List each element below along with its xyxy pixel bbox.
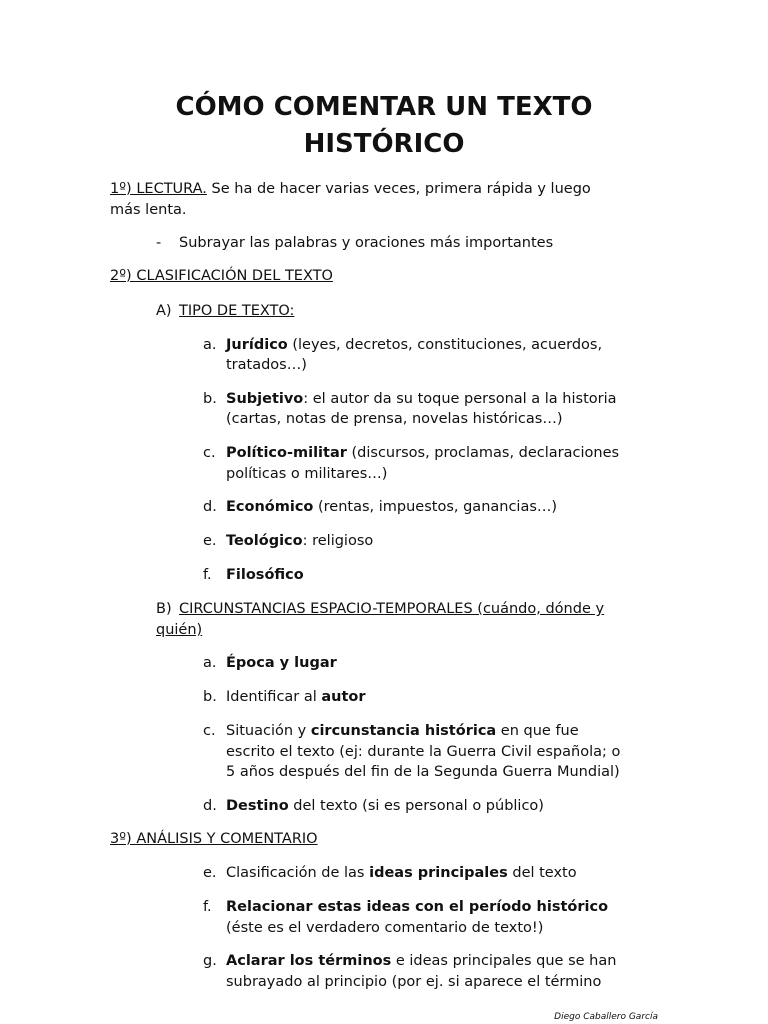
term-bold: autor [321,689,366,705]
document-title-line-2: HISTÓRICO [303,129,465,159]
term-bold: Época y lugar [226,655,337,671]
sub-b-label-continued: quién) [156,622,203,638]
section-3-heading: 3º) ANÁLISIS Y COMENTARIO [110,831,318,847]
list-item-teologico [226,531,373,551]
list-item-marker: c. [203,445,216,461]
term-bold: Relacionar estas ideas con el período histórico [226,899,609,915]
section-1-text: Se ha de hacer varias veces, primera rápida y luego [206,181,591,197]
item-text: Situación y [226,723,311,739]
list-item-filosofico [226,565,304,585]
list-item-continued: escrito el texto (ej: durante la Guerra Civil española; o [226,744,621,760]
list-item-economico [226,497,557,517]
item-text: : religioso [302,533,374,549]
term-bold: Económico [226,499,314,515]
list-item-marker: f. [203,899,212,915]
item-text: (leyes, decretos, constituciones, acuerdos, [287,337,603,353]
term-bold: Subjetivo [226,391,304,407]
list-item-marker: d. [203,499,217,515]
item-text: (discursos, proclamas, declaraciones [346,445,620,461]
list-item-situacion [226,721,579,741]
list-item-marker: a. [203,337,217,353]
section-2-heading: 2º) CLASIFICACIÓN DEL TEXTO [110,268,333,284]
list-item-marker: b. [203,391,217,407]
list-item-continued: (cartas, notas de prensa, novelas históricas…) [226,411,563,427]
list-item-relacionar [226,897,608,917]
term-bold: Jurídico [226,337,288,353]
list-item-politico-militar [226,443,619,463]
footer-author: Diego Caballero García [554,1012,658,1022]
document-title-line-1: CÓMO COMENTAR UN TEXTO [175,92,593,122]
list-item-continued: tratados…) [226,357,307,373]
term-bold: Destino [226,798,289,814]
list-item-marker: f. [203,567,212,583]
term-bold: Filosófico [226,567,304,583]
term-bold: Aclarar los términos [226,953,392,969]
list-item-aclarar [226,951,616,971]
item-text: del texto [507,865,577,881]
section-1-text-continued: más lenta. [110,202,187,218]
sub-b-marker: B) [156,601,172,617]
item-text: Identificar al [226,689,322,705]
section-1-paragraph [110,179,591,199]
term-bold: Político-militar [226,445,347,461]
sub-a-label: TIPO DE TEXTO: [179,303,295,319]
list-item-marker: a. [203,655,217,671]
list-item-marker: d. [203,798,217,814]
list-item-marker: g. [203,953,217,969]
list-item-autor [226,687,366,707]
list-item-marker: b. [203,689,217,705]
item-text: (rentas, impuestos, ganancias…) [313,499,558,515]
bullet-item-underline: Subrayar las palabras y oraciones más importantes [179,235,554,251]
bullet-marker: - [156,235,162,251]
list-item-continued: (éste es el verdadero comentario de texto!) [226,920,544,936]
list-item-epoca [226,653,337,673]
list-item-marker: c. [203,723,216,739]
sub-b-label: CIRCUNSTANCIAS ESPACIO-TEMPORALES (cuándo, dónde y [179,601,605,617]
list-item-subjetivo [226,389,617,409]
sub-a-marker: A) [156,303,172,319]
section-1-heading: 1º) LECTURA. [110,181,207,197]
term-bold: circunstancia histórica [310,723,497,739]
term-bold: Teológico [226,533,303,549]
list-item-continued: subrayado al principio (por ej. si aparece el término [226,974,602,990]
list-item-marker: e. [203,533,217,549]
list-item-juridico [226,335,602,355]
item-text: del texto (si es personal o público) [288,798,544,814]
term-bold: ideas principales [369,865,508,881]
item-text: : el autor da su toque personal a la historia [303,391,617,407]
item-text: e ideas principales que se han [391,953,617,969]
list-item-marker: e. [203,865,217,881]
list-item-clasificacion [226,863,577,883]
item-text: Clasificación de las [226,865,370,881]
item-text: en que fue [496,723,579,739]
list-item-continued: políticas o militares…) [226,466,388,482]
list-item-destino [226,796,544,816]
list-item-continued: 5 años después del fin de la Segunda Guerra Mundial) [226,764,620,780]
